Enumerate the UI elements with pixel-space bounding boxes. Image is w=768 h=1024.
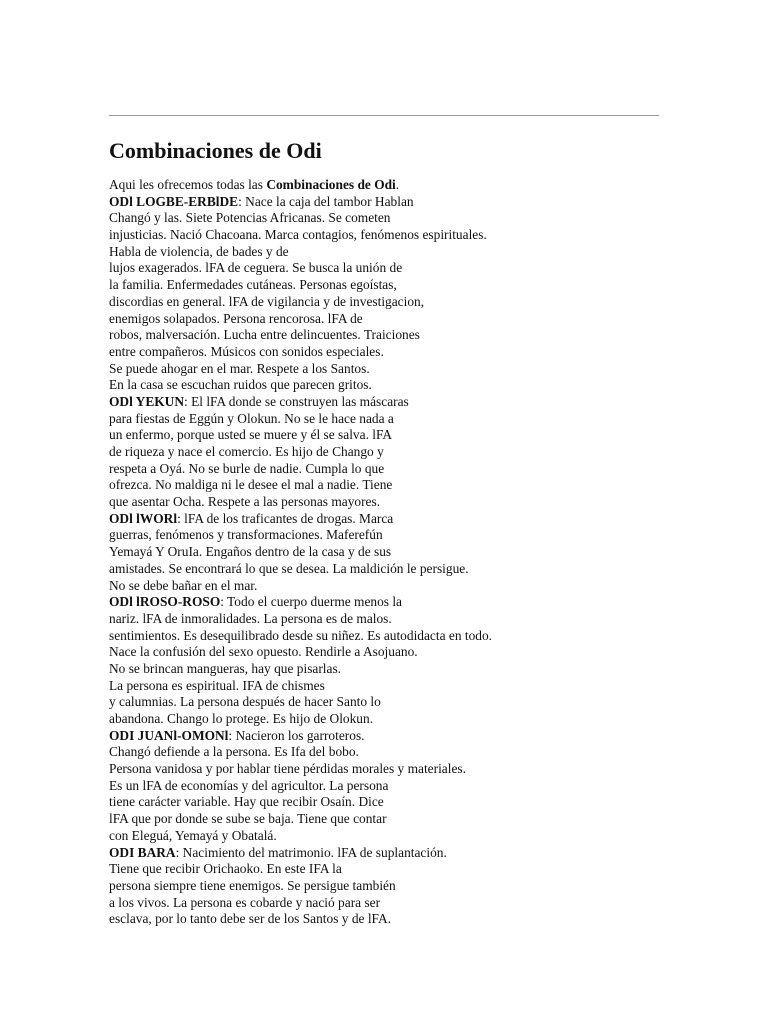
line-text: No se debe bañar en el mar. <box>109 577 258 593</box>
line-text: La persona es espiritual. IFA de chismes <box>109 677 325 693</box>
page-title: Combinaciones de Odi <box>109 138 322 163</box>
text-line <box>109 761 669 778</box>
line-text: sentimientos. Es desequilibrado desde su niñez. Es autodidacta en todo. <box>109 627 493 643</box>
line-text: Changó y las. Siete Potencias Africanas. Se cometen <box>109 210 391 226</box>
bold-phrase: Combinaciones de Odi <box>266 177 396 192</box>
line-text: a los vivos. La persona es cobarde y nació para ser <box>109 894 381 910</box>
document-body <box>109 177 669 928</box>
text-line <box>109 361 669 378</box>
text-line <box>109 628 669 645</box>
line-text: persona siempre tiene enemigos. Se persigue también <box>109 877 396 893</box>
text-line <box>109 260 669 277</box>
line-text: ofrezca. No maldiga ni le desee el mal a nadie. Tiene <box>109 477 393 493</box>
line-text: abandona. Chango lo protege. Es hijo de Olokun. <box>109 711 374 726</box>
text-line <box>109 394 669 411</box>
line-text: que asentar Ocha. Respete a las personas mayores. <box>109 494 381 510</box>
line-text: : Nacieron los garroteros. <box>228 727 365 743</box>
line-text: Persona vanidosa y por hablar tiene pérdidas morales y materiales. <box>109 761 466 777</box>
text-line <box>109 694 669 711</box>
text-line <box>109 277 669 294</box>
text-line <box>109 194 669 211</box>
line-text: : Todo el cuerpo duerme menos la <box>220 594 403 610</box>
line-text: con Eleguá, Yemayá y Obatalá. <box>109 827 277 843</box>
text-line <box>109 895 669 912</box>
horizontal-divider <box>109 115 659 116</box>
text-line <box>109 327 669 344</box>
line-text: de riqueza y nace el comercio. Es hijo de Chango y <box>109 444 384 459</box>
line-text: y calumnias. La persona después de hacer Santo lo <box>109 694 381 710</box>
line-text: Tiene que recibir Orichaoko. En este IFA la <box>109 861 342 877</box>
line-text: la familia. Enfermedades cutáneas. Personas egoístas, <box>109 277 397 293</box>
line-text: enemigos solapados. Persona rencorosa. lFA de <box>109 310 363 326</box>
text-line <box>109 494 669 511</box>
text-line <box>109 427 669 444</box>
text-line <box>109 878 669 895</box>
line-text: entre compañeros. Músicos con sonidos especiales. <box>109 343 384 359</box>
text-line <box>109 861 669 878</box>
text-line <box>109 744 669 761</box>
line-text: injusticias. Nació Chacoana. Marca contagios, fenómenos espirituales. <box>109 227 487 243</box>
text-line <box>109 911 669 928</box>
line-text: Se puede ahogar en el mar. Respete a los Santos. <box>109 360 370 376</box>
line-text: esclava, por lo tanto debe ser de los Santos y de lFA. <box>109 911 392 927</box>
line-text: para fiestas de Eggún y Olokun. No se le hace nada a <box>109 410 394 426</box>
text-line <box>109 311 669 328</box>
text-line <box>109 544 669 561</box>
text-line <box>109 811 669 828</box>
text-line <box>109 377 669 394</box>
line-text: respeta a Oyá. No se burle de nadie. Cumpla lo que <box>109 460 385 476</box>
text-line <box>109 728 669 745</box>
text-line <box>109 794 669 811</box>
odu-heading: ODI JUANl-OMONl <box>109 727 229 743</box>
line-text: Aqui les ofrecemos todas las <box>109 177 267 192</box>
line-text: un enfermo, porque usted se muere y él se salva. lFA <box>109 427 393 443</box>
line-text: lFA que por donde se sube se baja. Tiene que contar <box>109 811 387 827</box>
text-line <box>109 477 669 494</box>
line-text: nariz. lFA de inmoralidades. La persona es de malos. <box>109 610 392 626</box>
text-line <box>109 344 669 361</box>
text-line <box>109 511 669 528</box>
text-line <box>109 177 669 194</box>
text-line <box>109 845 669 862</box>
text-line <box>109 711 669 728</box>
odu-heading: ODl YEKUN <box>109 393 185 409</box>
line-text: . <box>395 177 400 192</box>
line-text: Yemayá Y OruIa. Engaños dentro de la casa y de sus <box>109 544 392 560</box>
line-text: : Nacimiento del matrimonio. lFA de suplantación. <box>175 844 447 860</box>
text-line <box>109 244 669 261</box>
line-text: : Nace la caja del tambor Hablan <box>238 193 414 209</box>
text-line <box>109 461 669 478</box>
text-line <box>109 828 669 845</box>
line-text: lujos exagerados. lFA de ceguera. Se busca la unión de <box>109 260 403 276</box>
text-line <box>109 578 669 595</box>
text-line <box>109 227 669 244</box>
text-line <box>109 661 669 678</box>
line-text: : lFA de los traficantes de drogas. Marca <box>177 510 394 526</box>
text-line <box>109 678 669 695</box>
text-line <box>109 644 669 661</box>
text-line <box>109 210 669 227</box>
text-line <box>109 294 669 311</box>
text-line <box>109 527 669 544</box>
text-line <box>109 561 669 578</box>
text-line <box>109 611 669 628</box>
line-text: Changó defiende a la persona. Es Ifa del bobo. <box>109 744 359 760</box>
text-line <box>109 778 669 795</box>
line-text: Es un lFA de economías y del agricultor. La persona <box>109 777 389 793</box>
line-text: : El lFA donde se construyen las máscaras <box>184 393 409 409</box>
line-text: tiene carácter variable. Hay que recibir Osaín. Dice <box>109 794 384 810</box>
odu-heading: ODl lWORl <box>109 510 178 526</box>
line-text: amistades. Se encontrará lo que se desea. La maldición le persigue. <box>109 560 469 576</box>
line-text: discordias en general. lFA de vigilancia y de investigacion, <box>109 293 425 309</box>
line-text: robos, malversación. Lucha entre delincuentes. Traiciones <box>109 327 420 343</box>
odu-heading: ODI BARA <box>109 844 176 860</box>
odu-heading: ODl LOGBE-ERBlDE <box>109 193 239 209</box>
text-line <box>109 594 669 611</box>
text-line <box>109 444 669 461</box>
line-text: Nace la confusión del sexo opuesto. Rendirle a Asojuano. <box>109 644 418 660</box>
line-text: No se brincan mangueras, hay que pisarlas. <box>109 660 342 676</box>
text-line <box>109 411 669 428</box>
line-text: En la casa se escuchan ruidos que parecen gritos. <box>109 377 372 393</box>
line-text: guerras, fenómenos y transformaciones. Maferefún <box>109 527 383 543</box>
odu-heading: ODl lROSO-ROSO <box>109 594 221 610</box>
line-text: Habla de violencia, de bades y de <box>109 243 289 259</box>
